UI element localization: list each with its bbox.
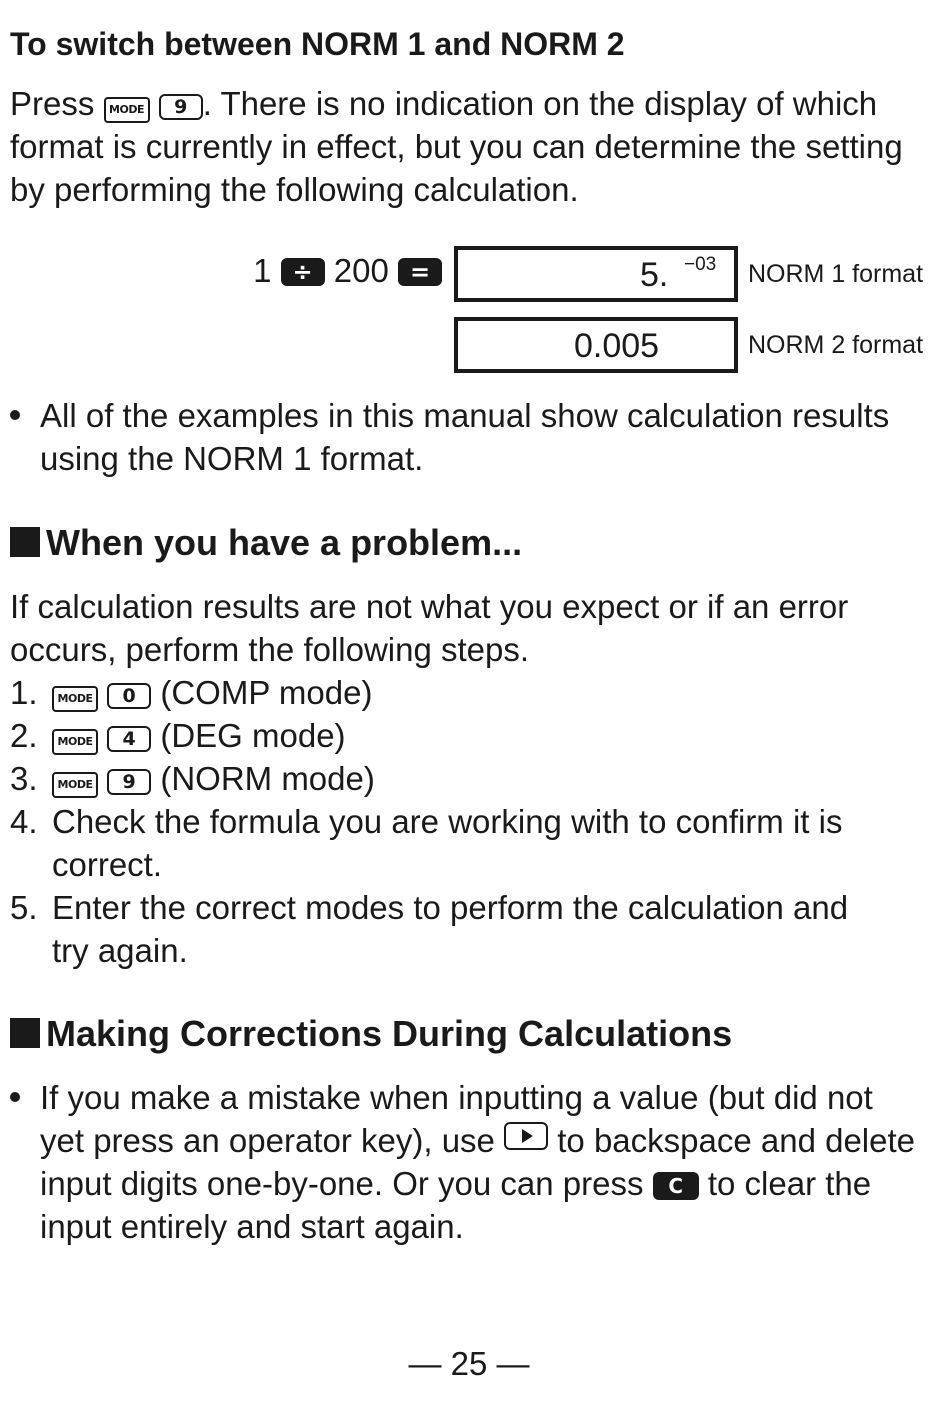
intro-line1-rest: . There is no indication on the display of which (202, 85, 878, 122)
step-number: 5. (10, 889, 38, 926)
divide-key-icon: ÷ (281, 258, 325, 286)
norm2-display (454, 317, 738, 373)
corrections-line3-a: input digits one-by-one. Or you can press (40, 1165, 644, 1202)
calc-example-norm2 (10, 317, 928, 377)
press-word: Press (10, 85, 95, 122)
mode-key-icon: MODE (104, 97, 150, 123)
step-content (52, 714, 346, 757)
norm2-display-value: 0.005 (574, 327, 660, 365)
step-text: (NORM mode) (160, 760, 375, 797)
corrections-line2-b: to backspace and delete (557, 1122, 916, 1159)
key-9-icon: 9 (159, 94, 203, 120)
norm-switch-intro-line2: format is currently in effect, but you can determine the setting (10, 128, 903, 165)
problem-intro-line2: occurs, perform the following steps. (10, 631, 530, 668)
note-line1: All of the examples in this manual show calculation results (40, 397, 890, 434)
step-content (52, 671, 372, 714)
square-bullet-icon (10, 1018, 40, 1048)
calc-example-norm1 (10, 246, 928, 306)
step-number: 1. (10, 674, 38, 711)
corrections-line4: input entirely and start again. (40, 1208, 464, 1245)
norm1-display (454, 246, 738, 302)
operand-1: 1 (253, 252, 272, 289)
step-line1: Enter the correct modes to perform the calculation and (52, 889, 849, 926)
operand-2: 200 (333, 252, 389, 289)
corrections-line2 (40, 1119, 915, 1162)
corrections-section-heading (10, 1013, 732, 1055)
step-line1: Check the formula you are working with to confirm it is (52, 803, 843, 840)
step-number: 3. (10, 760, 38, 797)
corrections-section-title: Making Corrections During Calculations (46, 1013, 733, 1054)
key-0-icon: 0 (107, 683, 151, 709)
page-number: — 25 — (408, 1345, 530, 1382)
key-4-icon: 4 (107, 726, 151, 752)
norm-switch-intro-line3: by performing the following calculation. (10, 171, 579, 208)
corrections-line3 (40, 1162, 871, 1205)
norm-switch-intro-line1 (10, 82, 877, 125)
step-line2: correct. (52, 846, 163, 883)
calc-expression (253, 252, 442, 290)
right-arrow-key-icon (504, 1122, 548, 1150)
step-text: (COMP mode) (160, 674, 373, 711)
norm1-format-label: NORM 1 format (748, 260, 924, 288)
bullet-icon (10, 410, 20, 420)
square-bullet-icon (10, 527, 40, 557)
mode-key-icon: MODE (52, 729, 98, 755)
corrections-line2-a: yet press an operator key), use (40, 1122, 495, 1159)
step-line2: try again. (52, 932, 188, 969)
step-number: 2. (10, 717, 38, 754)
corrections-line3-b: to clear the (707, 1165, 872, 1202)
mode-key-icon: MODE (52, 772, 98, 798)
problem-section-heading (10, 522, 522, 564)
problem-section-title: When you have a problem... (46, 522, 523, 563)
step-content (52, 757, 375, 800)
problem-intro-line1: If calculation results are not what you expect or if an error (10, 588, 849, 625)
norm2-format-label: NORM 2 format (748, 331, 924, 359)
step-text: (DEG mode) (160, 717, 346, 754)
key-9-icon: 9 (107, 769, 151, 795)
mode-key-icon: MODE (52, 686, 98, 712)
step-number: 4. (10, 803, 38, 840)
corrections-line1: If you make a mistake when inputting a value (but did not (40, 1079, 873, 1116)
norm-switch-heading: To switch between NORM 1 and NORM 2 (10, 26, 625, 62)
bullet-icon (10, 1092, 20, 1102)
equals-key-icon: = (398, 258, 442, 286)
clear-key-icon: C (653, 1172, 699, 1200)
norm1-display-exponent: −03 (684, 254, 717, 275)
note-line2: using the NORM 1 format. (40, 440, 424, 477)
norm1-display-value: 5. (640, 256, 669, 294)
